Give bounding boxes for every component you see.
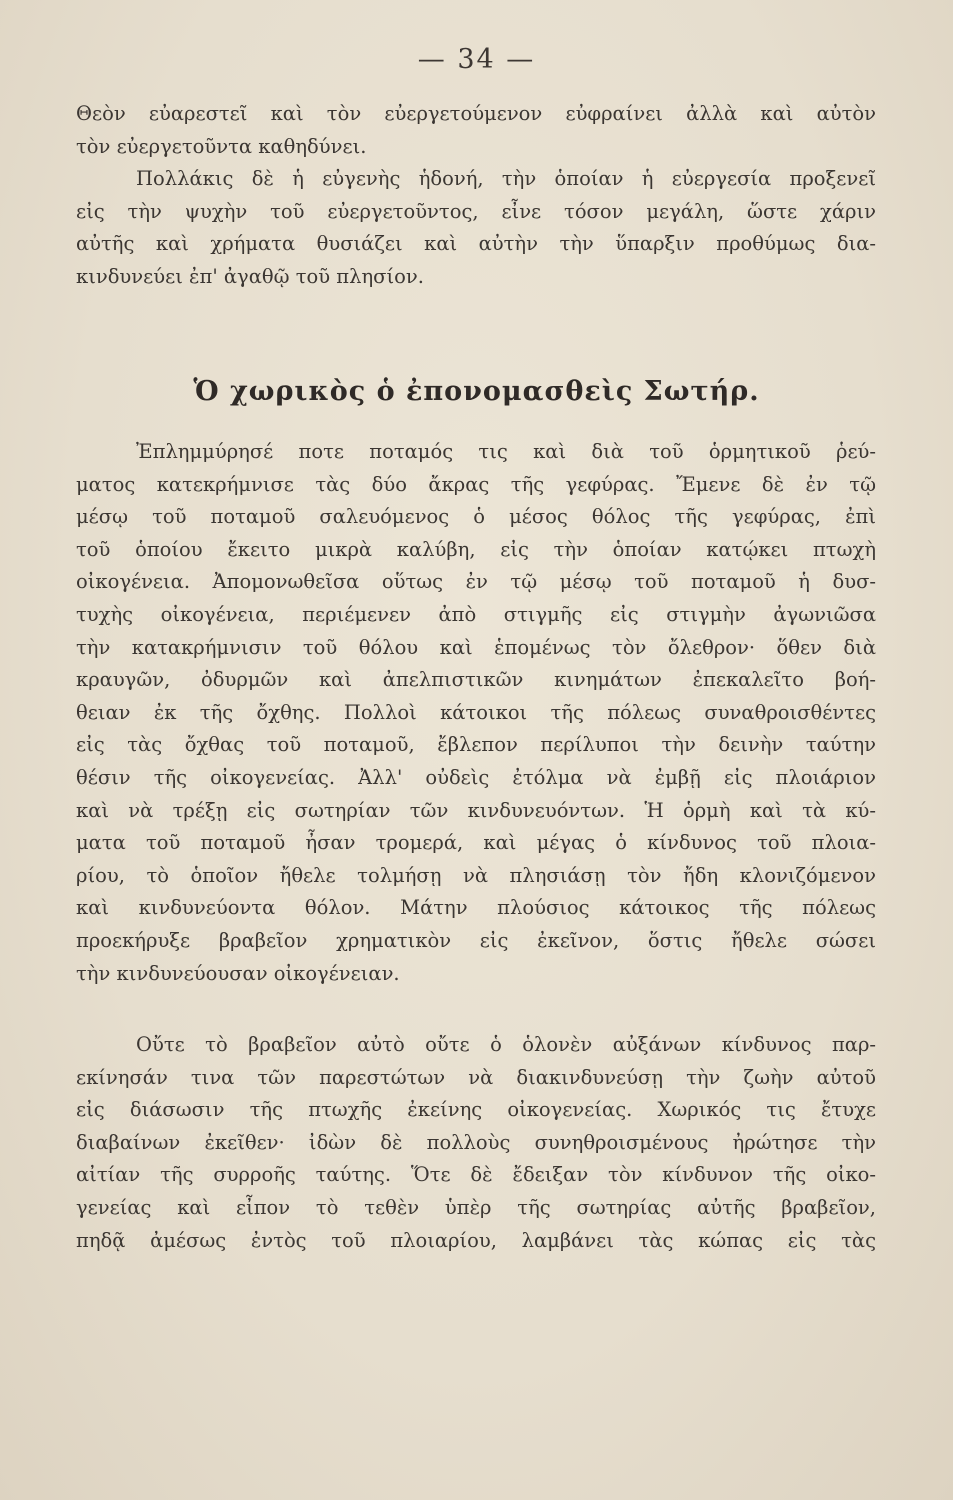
text-line: καὶ κινδυνεύοντα θόλον. Μάτην πλούσιος κάτοικος τῆς πόλεως	[76, 896, 876, 920]
text-line: ρίου, τὸ ὁποῖον ἤθελε τολμήσῃ νὰ πλησιάσῃ τὸν ἤδη κλονιζόμενον	[76, 863, 876, 887]
text-block-final	[76, 1029, 876, 1257]
text-line: Ἐπλημμύρησέ ποτε ποταμός τις καὶ διὰ τοῦ ὁρμητικοῦ ῥεύ-	[136, 440, 876, 463]
text-line: καὶ νὰ τρέξῃ εἰς σωτηρίαν τῶν κινδυνευόντων. Ἡ ὁρμὴ καὶ τὰ κύ-	[76, 798, 876, 822]
text-line: διαβαίνων ἐκεῖθεν· ἰδὼν δὲ πολλοὺς συνηθροισμένους ἠρώτησε τὴν	[76, 1130, 876, 1154]
section-heading: Ὁ χωρικὸς ὁ ἐπονομασθεὶς Σωτήρ.	[193, 376, 760, 407]
text-line: τὴν κατακρήμνισιν τοῦ θόλου καὶ ἑπομένως τὸν ὄλεθρον· ὅθεν διὰ	[76, 635, 876, 659]
page-number: — 34 —	[417, 44, 536, 75]
text-line: πηδᾷ ἀμέσως ἐντὸς τοῦ πλοιαρίου, λαμβάνει τὰς κώπας εἰς τὰς	[76, 1228, 876, 1252]
text-line: προεκήρυξε βραβεῖον χρηματικὸν εἰς ἐκεῖνον, ὅστις ἤθελε σώσει	[76, 928, 876, 952]
text-line: αὐτῆς καὶ χρήματα θυσιάζει καὶ αὐτὴν τὴν ὕπαρξιν προθύμως δια-	[76, 232, 876, 256]
text-line: κραυγῶν, ὀδυρμῶν καὶ ἀπελπιστικῶν κινημάτων ἐπεκαλεῖτο βοή-	[76, 668, 876, 692]
text-line: Οὔτε τὸ βραβεῖον αὐτὸ οὔτε ὁ ὁλονὲν αὐξάνων κίνδυνος παρ-	[136, 1033, 876, 1056]
text-line: οἰκογένεια. Ἀπομονωθεῖσα οὕτως ἐν τῷ μέσῳ τοῦ ποταμοῦ ἡ δυσ-	[76, 570, 876, 594]
text-line: εἰς τὰς ὄχθας τοῦ ποταμοῦ, ἔβλεπον περίλυποι τὴν δεινὴν ταύτην	[76, 733, 876, 757]
text-line: ματα τοῦ ποταμοῦ ἦσαν τρομερά, καὶ μέγας ὁ κίνδυνος τοῦ πλοια-	[76, 831, 876, 855]
text-line: μέσῳ τοῦ ποταμοῦ σαλευόμενος ὁ μέσος θόλος τῆς γεφύρας, ἐπὶ	[76, 505, 876, 529]
text-line: αἰτίαν τῆς συρροῆς ταύτης. Ὅτε δὲ ἔδειξαν τὸν κίνδυνον τῆς οἰκο-	[76, 1163, 876, 1187]
text-block-story	[76, 436, 876, 990]
text-line: τυχὴς οἰκογένεια, περιέμενεν ἀπὸ στιγμῆς εἰς στιγμὴν ἀγωνιῶσα	[76, 602, 876, 626]
text-line: γενείας καὶ εἶπον τὸ τεθὲν ὑπὲρ τῆς σωτηρίας αὐτῆς βραβεῖον,	[76, 1195, 876, 1219]
text-line: τοῦ ὁποίου ἔκειτο μικρὰ καλύβη, εἰς τὴν ὁποίαν κατῴκει πτωχὴ	[76, 537, 876, 561]
text-line: ματος κατεκρήμνισε τὰς δύο ἄκρας τῆς γεφύρας. Ἔμενε δὲ ἐν τῷ	[76, 472, 876, 496]
text-line: Θεὸν εὐαρεστεῖ καὶ τὸν εὐεργετούμενον εὐφραίνει ἀλλὰ καὶ αὐτὸν	[76, 102, 876, 125]
text-line: τὴν κινδυνεύουσαν οἰκογένειαν.	[76, 961, 400, 985]
text-line: κινδυνεύει ἐπ' ἀγαθῷ τοῦ πλησίον.	[76, 264, 424, 288]
text-line: τὸν εὐεργετοῦντα καθηδύνει.	[76, 134, 367, 158]
text-line: θειαν ἐκ τῆς ὄχθης. Πολλοὶ κάτοικοι τῆς πόλεως συναθροισθέντες	[76, 700, 876, 724]
text-line: θέσιν τῆς οἰκογενείας. Ἀλλ' οὐδεὶς ἐτόλμα νὰ ἐμβῇ εἰς πλοιάριον	[76, 765, 876, 789]
text-block-top	[76, 98, 876, 294]
text-line: εἰς τὴν ψυχὴν τοῦ εὐεργετοῦντος, εἶνε τόσον μεγάλη, ὥστε χάριν	[76, 199, 876, 223]
text-line: εἰς διάσωσιν τῆς πτωχῆς ἐκείνης οἰκογενείας. Χωρικός τις ἔτυχε	[76, 1098, 876, 1122]
text-line: Πολλάκις δὲ ἡ εὐγενὴς ἡδονή, τὴν ὁποίαν ἡ εὐεργεσία προξενεῖ	[136, 167, 876, 191]
text-line: εκίνησάν τινα τῶν παρεστώτων νὰ διακινδυνεύσῃ τὴν ζωὴν αὐτοῦ	[76, 1065, 876, 1089]
